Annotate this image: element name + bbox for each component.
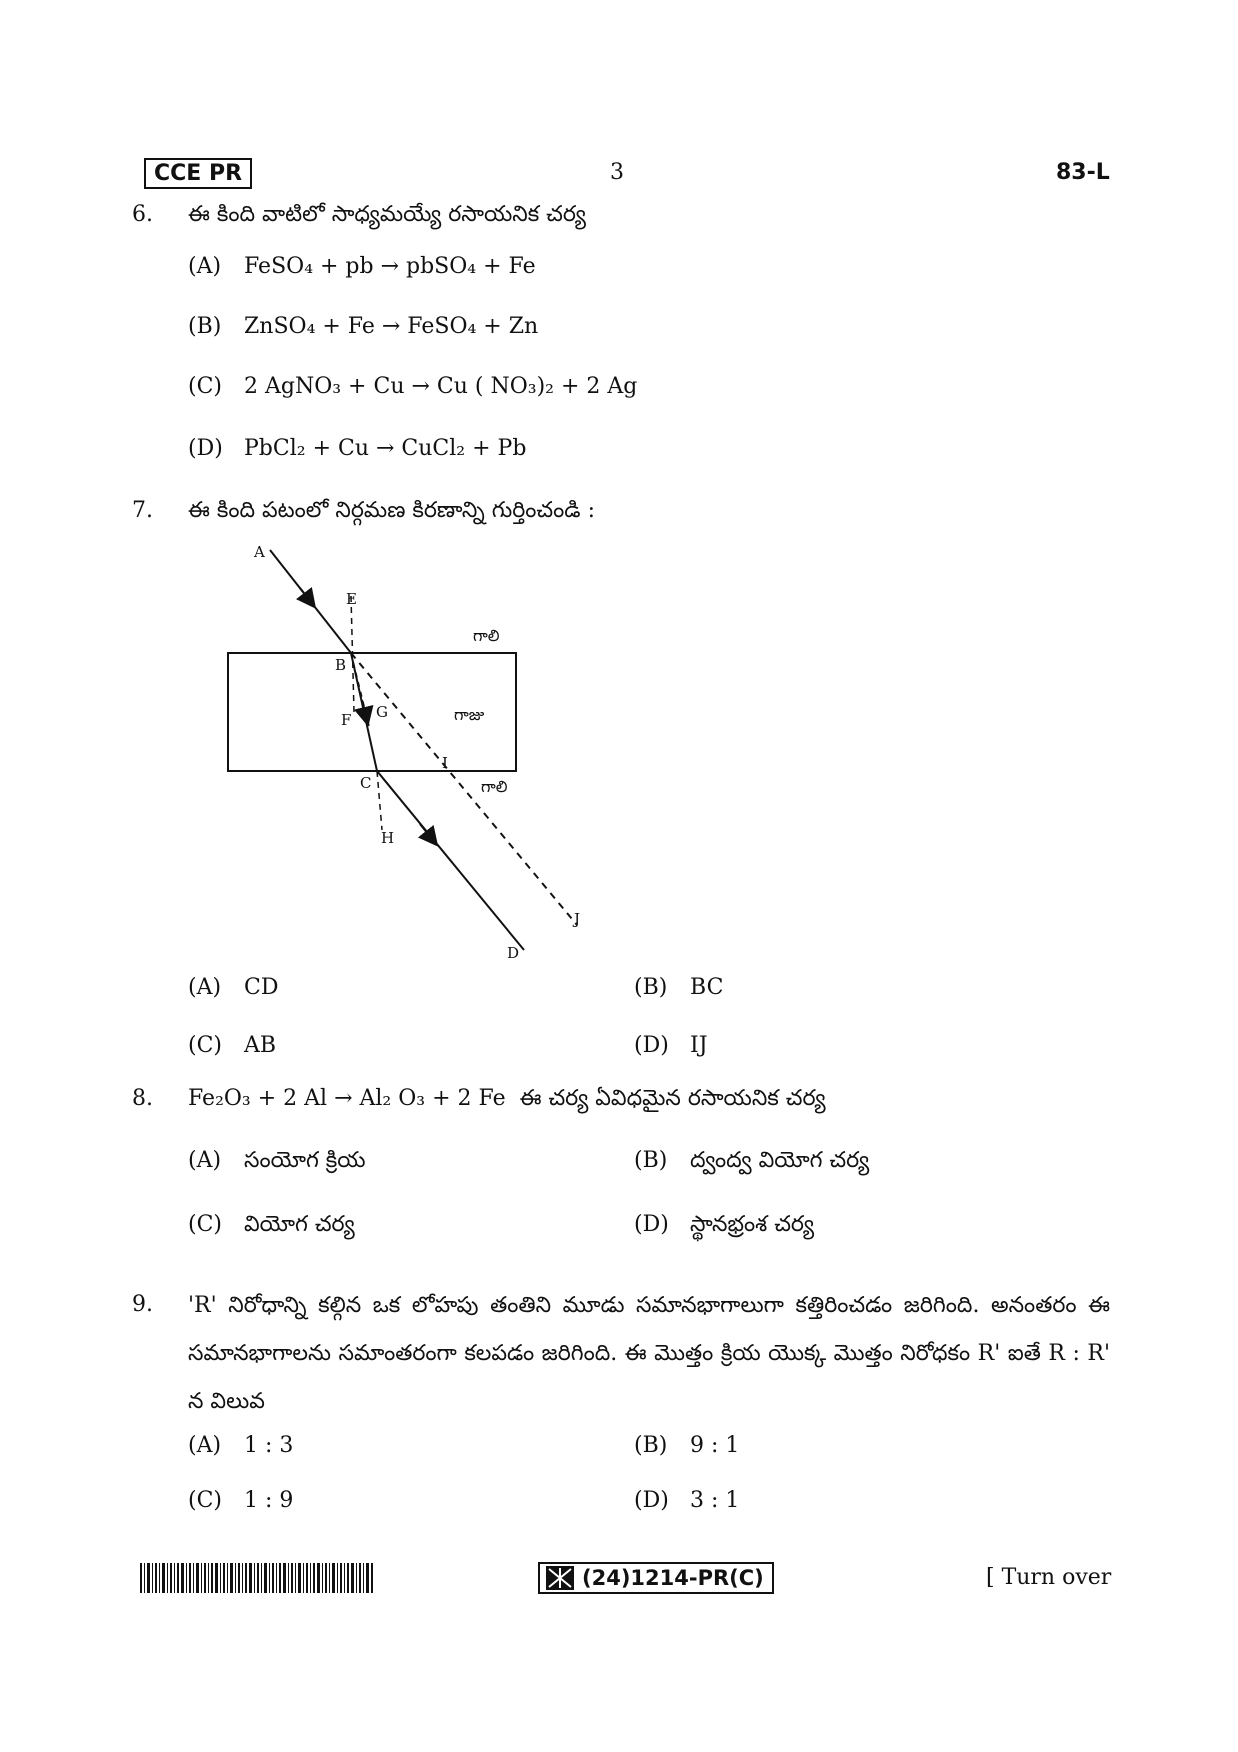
q8-option-c-text: వియోగ చర్య — [244, 1212, 355, 1237]
label-j: J — [574, 910, 581, 928]
q7-option-c[interactable]: (C) AB — [188, 1033, 277, 1058]
q6-option-c-text: 2 AgNO₃ + Cu → Cu ( NO₃)₂ + 2 Ag — [244, 374, 638, 399]
page-number: 3 — [610, 160, 624, 185]
paper-code: 83-L — [1056, 160, 1110, 185]
normal-at-c — [377, 771, 382, 830]
label-h: H — [381, 829, 395, 847]
label-e: E — [346, 590, 357, 608]
q8-option-c[interactable]: (C) వియోగ చర్య — [188, 1212, 355, 1237]
ray-cd — [377, 771, 524, 950]
q8-number: 8. — [132, 1086, 153, 1111]
q8-option-b[interactable]: (B) ద్వంద్వ వియోగ చర్య — [634, 1148, 870, 1173]
q8-question — [188, 1086, 826, 1116]
q7-option-a-text: CD — [244, 975, 279, 1000]
q8-text: ఈ చర్య ఏవిధమైన రసాయనిక చర్య — [519, 1086, 826, 1111]
label-a: A — [254, 543, 265, 561]
q9-option-b[interactable]: (B) 9 : 1 — [634, 1433, 740, 1458]
q6-number: 6. — [132, 202, 153, 227]
q8-option-a-text: సంయోగ క్రియ — [244, 1148, 366, 1173]
q9-option-d[interactable]: (D) 3 : 1 — [634, 1488, 740, 1513]
label-air-bottom: గాలి — [481, 777, 508, 796]
emblem-icon — [546, 1566, 574, 1590]
q6-option-d-text: PbCl₂ + Cu → CuCl₂ + Pb — [244, 436, 527, 461]
q7-option-d-text: IJ — [690, 1033, 708, 1058]
ray-ij — [351, 653, 577, 925]
footer-code-box — [538, 1562, 774, 1594]
q7-option-b-text: BC — [690, 975, 724, 1000]
q7-number: 7. — [132, 498, 153, 523]
q8-option-b-text: ద్వంద్వ వియోగ చర్య — [690, 1148, 870, 1173]
q6-option-b-text: ZnSO₄ + Fe → FeSO₄ + Zn — [244, 314, 539, 339]
q9-option-a-text: 1 : 3 — [244, 1433, 294, 1458]
q8-equation: Fe₂O₃ + 2 Al → Al₂ O₃ + 2 Fe — [188, 1086, 506, 1111]
q6-option-b[interactable]: (B) ZnSO₄ + Fe → FeSO₄ + Zn — [188, 314, 539, 339]
label-c: C — [360, 774, 372, 792]
q9-text: 'R' నిరోధాన్ని కల్గిన ఒక లోహపు తంతిని మూడు సమానభాగాలుగా కత్తిరించడం జరిగింది. అనంతరం ఈ సమానభాగాలను సమాంతరంగా కలపడం జరిగింది. ఈ మొత్తం క్రియ యొక్క మొత్తం నిరోధకం R' ఐతే R : R' న విలువ — [188, 1293, 1110, 1414]
q6-option-c[interactable]: (C) 2 AgNO₃ + Cu → Cu ( NO₃)₂ + 2 Ag — [188, 374, 638, 399]
q7-option-a[interactable]: (A) CD — [188, 975, 279, 1000]
header-box-label: CCE PR — [144, 158, 252, 189]
q6-option-d[interactable]: (D) PbCl₂ + Cu → CuCl₂ + Pb — [188, 436, 527, 461]
q9-option-c[interactable]: (C) 1 : 9 — [188, 1488, 294, 1513]
barcode — [140, 1563, 374, 1593]
q8-option-a[interactable]: (A) సంయోగ క్రియ — [188, 1148, 366, 1173]
q7-option-c-text: AB — [244, 1033, 277, 1058]
q8-option-d-text: స్థానభ్రంశ చర్య — [690, 1212, 815, 1237]
label-i: I — [442, 754, 448, 772]
label-glass: గాజు — [454, 705, 485, 724]
label-g: G — [376, 703, 388, 721]
label-air-top: గాలి — [473, 626, 500, 645]
footer-code: (24)1214-PR(C) — [582, 1566, 764, 1590]
turn-over: [ Turn over — [986, 1565, 1112, 1590]
label-f: F — [341, 711, 352, 729]
q6-option-a[interactable]: (A) FeSO₄ + pb → pbSO₄ + Fe — [188, 254, 536, 279]
q7-option-d[interactable]: (D) IJ — [634, 1033, 708, 1058]
q6-text: ఈ కింది వాటిలో సాధ్యమయ్యే రసాయనిక చర్య — [188, 202, 587, 227]
q7-option-b[interactable]: (B) BC — [634, 975, 724, 1000]
q9-option-a[interactable]: (A) 1 : 3 — [188, 1433, 294, 1458]
label-b: B — [335, 656, 347, 674]
q9-number: 9. — [132, 1292, 153, 1317]
q9-option-d-text: 3 : 1 — [690, 1488, 740, 1513]
q8-option-d[interactable]: (D) స్థానభ్రంశ చర్య — [634, 1212, 815, 1237]
q7-text: ఈ కింది పటంలో నిర్గమణ కిరణాన్ని గుర్తించండి : — [188, 498, 595, 523]
label-d: D — [507, 944, 520, 962]
q9-option-b-text: 9 : 1 — [690, 1433, 740, 1458]
ray-ab — [270, 550, 351, 653]
q9-option-c-text: 1 : 9 — [244, 1488, 294, 1513]
q6-option-a-text: FeSO₄ + pb → pbSO₄ + Fe — [244, 254, 536, 279]
